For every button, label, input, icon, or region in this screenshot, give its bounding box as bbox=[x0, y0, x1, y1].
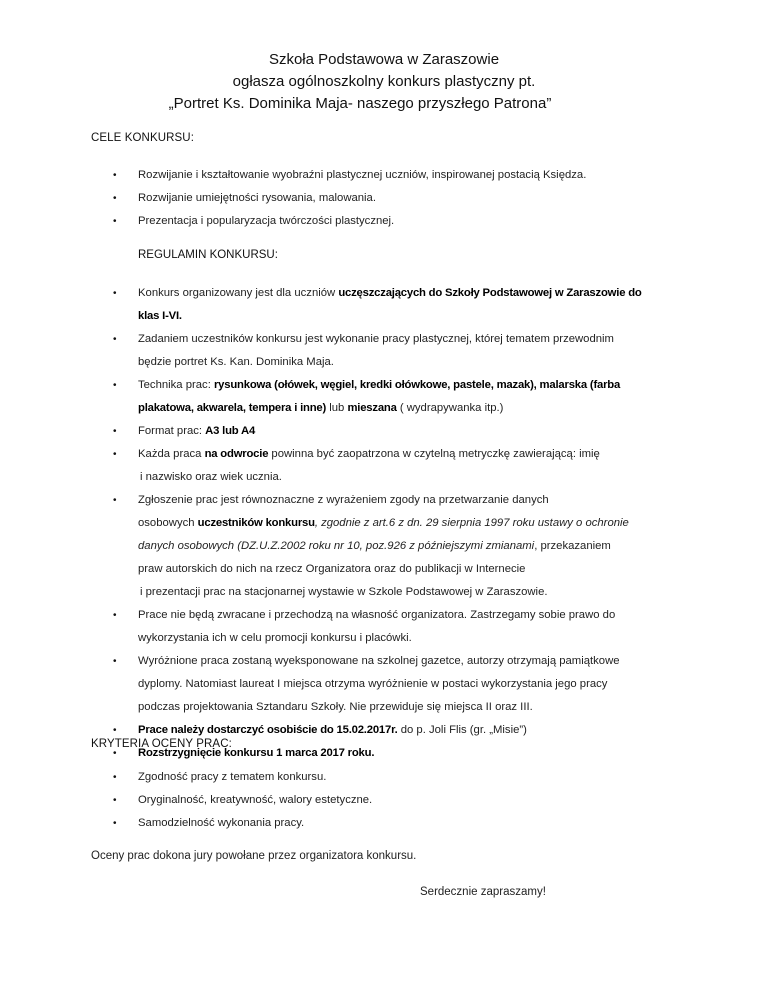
jury-note: Oceny prac dokona jury powołane przez organizatora konkursu. bbox=[91, 850, 417, 862]
list-item: • Zadaniem uczestników konkursu jest wykonanie pracy plastycznej, której tematem przewodnim będzie portret Ks. Kan. Dominika Maja. bbox=[0, 328, 768, 374]
list-item: • Prace nie będą zwracane i przechodzą na własność organizatora. Zastrzegamy sobie prawo do wykorzystania ich w celu promocji konkursu i placówki. bbox=[0, 604, 768, 650]
list-item: • Zgłoszenie prac jest równoznaczne z wyrażeniem zgody na przetwarzanie danych osobowych uczestników konkursu, zgodnie z art.6 z dn. 29 sierpnia 1997 roku ustawy o ochronie danych osobowych (DZ.U.Z.2002 roku nr 10, poz.926 z późniejszymi zmianami, przekazaniem praw autorskich do nich na rzecz Organizatora oraz do publikacji w Internecie i prezentacji prac na stacjonarnej wystawie w Szkole Podstawowej w Zaraszowie. bbox=[0, 489, 768, 604]
goals-heading: CELE KONKURSU: bbox=[91, 132, 195, 144]
bullet: • bbox=[113, 725, 117, 736]
list-item: • Prace należy dostarczyć osobiście do 15.02.2017r. do p. Joli Flis (gr. „Misie”) bbox=[0, 719, 768, 742]
bullet: • bbox=[113, 656, 117, 667]
criteria-heading: KRYTERIA OCENY PRAC: bbox=[91, 738, 232, 750]
school-name: Szkoła Podstawowa w Zaraszowie bbox=[268, 51, 500, 68]
bullet: • bbox=[113, 426, 117, 437]
goals-list bbox=[0, 164, 768, 233]
bullet: • bbox=[113, 610, 117, 621]
list-item: • Samodzielność wykonania pracy. bbox=[0, 812, 768, 835]
list-item: • Oryginalność, kreatywność, walory estetyczne. bbox=[0, 789, 768, 812]
rules-list bbox=[0, 282, 768, 765]
bullet: • bbox=[113, 216, 117, 227]
bullet: • bbox=[113, 380, 117, 391]
list-item: • Wyróżnione praca zostaną wyeksponowane na szkolnej gazetce, autorzy otrzymają pamiątkowe dyplomy. Natomiast laureat I miejsca otrzyma wyróżnienie w postaci wykorzystania jego pracy podczas projektowania Sztandaru Szkoły. Nie przewiduje się miejsca II oraz III. bbox=[0, 650, 768, 719]
bullet: • bbox=[113, 449, 117, 460]
announcement-line: ogłasza ogólnoszkolny konkurs plastyczny pt. bbox=[232, 73, 536, 90]
list-item: • Prezentacja i popularyzacja twórczości plastycznej. bbox=[0, 210, 768, 233]
contest-title: „Portret Ks. Dominika Maja- naszego przyszłego Patrona” bbox=[168, 95, 552, 112]
list-item: • Technika prac: rysunkowa (ołówek, węgiel, kredki ołówkowe, pastele, mazak), malarska (farba plakatowa, akwarela, tempera i inne) lub mieszana ( wydrapywanka itp.) bbox=[0, 374, 768, 420]
criteria-list bbox=[0, 766, 768, 835]
bullet: • bbox=[113, 772, 117, 783]
bullet: • bbox=[113, 495, 117, 506]
bullet: • bbox=[113, 288, 117, 299]
bullet: • bbox=[113, 170, 117, 181]
bullet: • bbox=[113, 334, 117, 345]
list-item: • Rozwijanie i kształtowanie wyobraźni plastycznej uczniów, inspirowanej postacią Księdza. bbox=[0, 164, 768, 187]
list-item: • Rozstrzygnięcie konkursu 1 marca 2017 roku. bbox=[0, 742, 768, 765]
list-item: • Konkurs organizowany jest dla uczniów uczęszczających do Szkoły Podstawowej w Zaraszowie do klas I-VI. bbox=[0, 282, 768, 328]
bullet: • bbox=[113, 748, 117, 759]
bullet: • bbox=[113, 818, 117, 829]
list-item: • Zgodność pracy z tematem konkursu. bbox=[0, 766, 768, 789]
rules-heading: REGULAMIN KONKURSU: bbox=[138, 249, 278, 261]
bullet: • bbox=[113, 795, 117, 806]
list-item: • Format prac: A3 lub A4 bbox=[0, 420, 768, 443]
bullet: • bbox=[113, 193, 117, 204]
list-item: • Rozwijanie umiejętności rysowania, malowania. bbox=[0, 187, 768, 210]
list-item: • Każda praca na odwrocie powinna być zaopatrzona w czytelną metryczkę zawierającą: imię i nazwisko oraz wiek ucznia. bbox=[0, 443, 768, 489]
closing-invitation: Serdecznie zapraszamy! bbox=[420, 886, 546, 898]
